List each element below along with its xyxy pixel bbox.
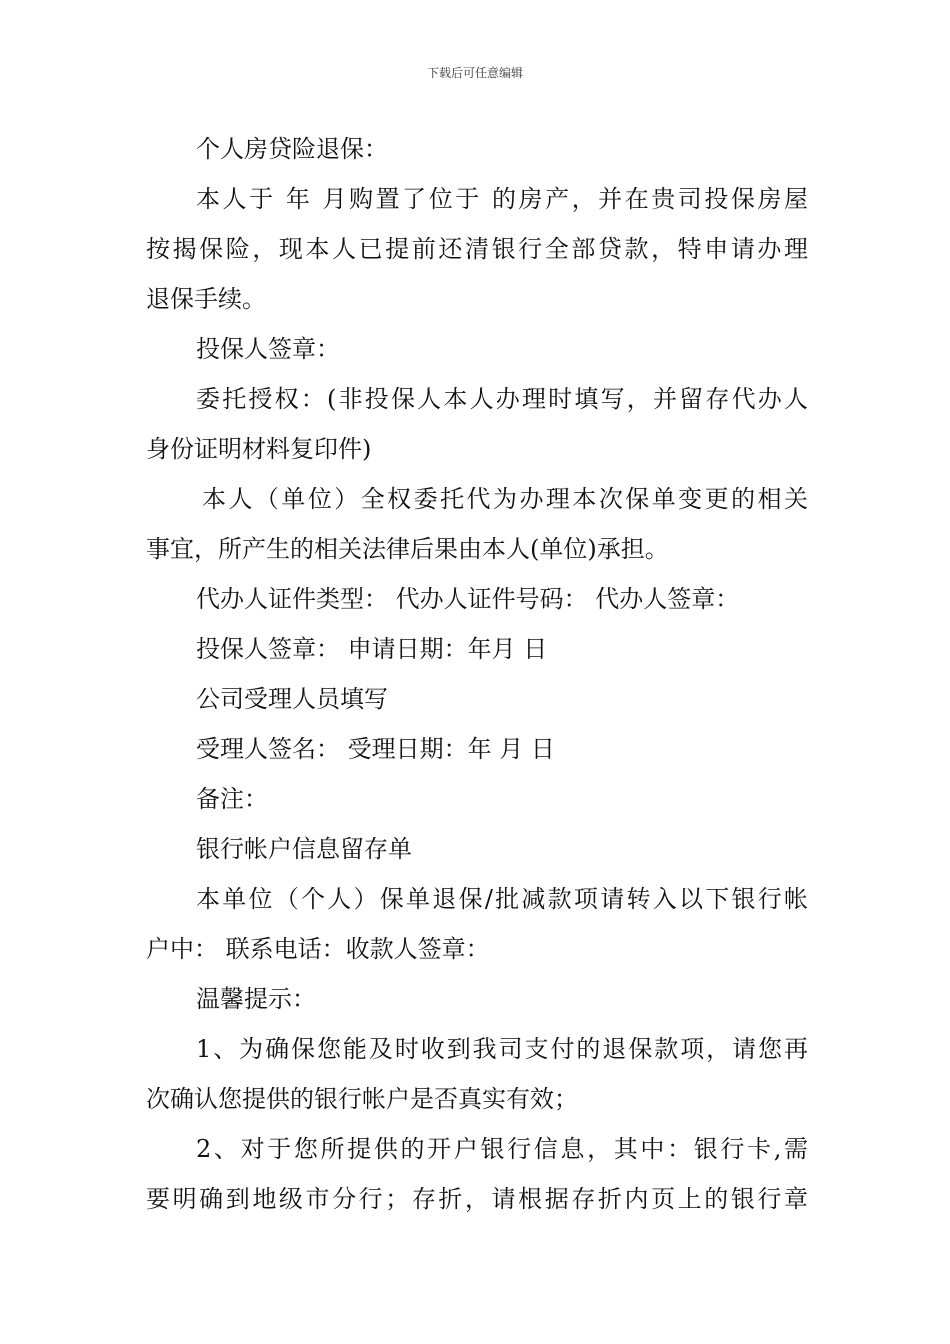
paragraph-line: 退保手续。 — [146, 285, 266, 313]
document-body — [146, 124, 808, 1224]
company-handler-heading: 公司受理人员填写 — [196, 685, 388, 713]
tip-item-line: 要明确到地级市分行；存折，请根据存折内页上的银行章 — [146, 1185, 808, 1213]
handler-signature-date-line: 受理人签名： 受理日期：年 月 日 — [196, 735, 555, 763]
signature-date-line: 投保人签章： 申请日期：年月 日 — [196, 635, 548, 663]
tip-item-line: 2、对于您所提供的开户银行信息，其中：银行卡,需 — [196, 1135, 808, 1163]
tip-item-line: 次确认您提供的银行帐户是否真实有效； — [146, 1085, 578, 1113]
section-title-refund: 个人房贷险退保： — [196, 135, 388, 163]
paragraph-line: 事宜，所产生的相关法律后果由本人(单位)承担。 — [146, 535, 669, 563]
page-header-note: 下载后可任意编辑 — [426, 66, 523, 80]
paragraph-line: 本人于 年 月购置了位于 的房产，并在贵司投保房屋 — [196, 185, 808, 213]
paragraph-line: 户中： 联系电话：收款人签章： — [146, 935, 490, 963]
policyholder-signature-label: 投保人签章： — [196, 335, 340, 363]
paragraph-line: 本单位（个人）保单退保/批减款项请转入以下银行帐 — [196, 885, 808, 913]
paragraph-line: 本人（单位）全权委托代为办理本次保单变更的相关 — [202, 485, 808, 513]
paragraph-line: 委托授权：(非投保人本人办理时填写，并留存代办人 — [196, 385, 808, 413]
agent-fields-line: 代办人证件类型： 代办人证件号码： 代办人签章： — [196, 585, 740, 613]
remarks-label: 备注： — [196, 785, 268, 813]
tips-heading: 温馨提示： — [196, 985, 316, 1013]
tip-item-line: 1、为确保您能及时收到我司支付的退保款项，请您再 — [196, 1035, 808, 1063]
paragraph-line: 身份证明材料复印件) — [146, 435, 372, 463]
bank-account-section-title: 银行帐户信息留存单 — [196, 835, 412, 863]
paragraph-line: 按揭保险，现本人已提前还清银行全部贷款，特申请办理 — [146, 235, 808, 263]
